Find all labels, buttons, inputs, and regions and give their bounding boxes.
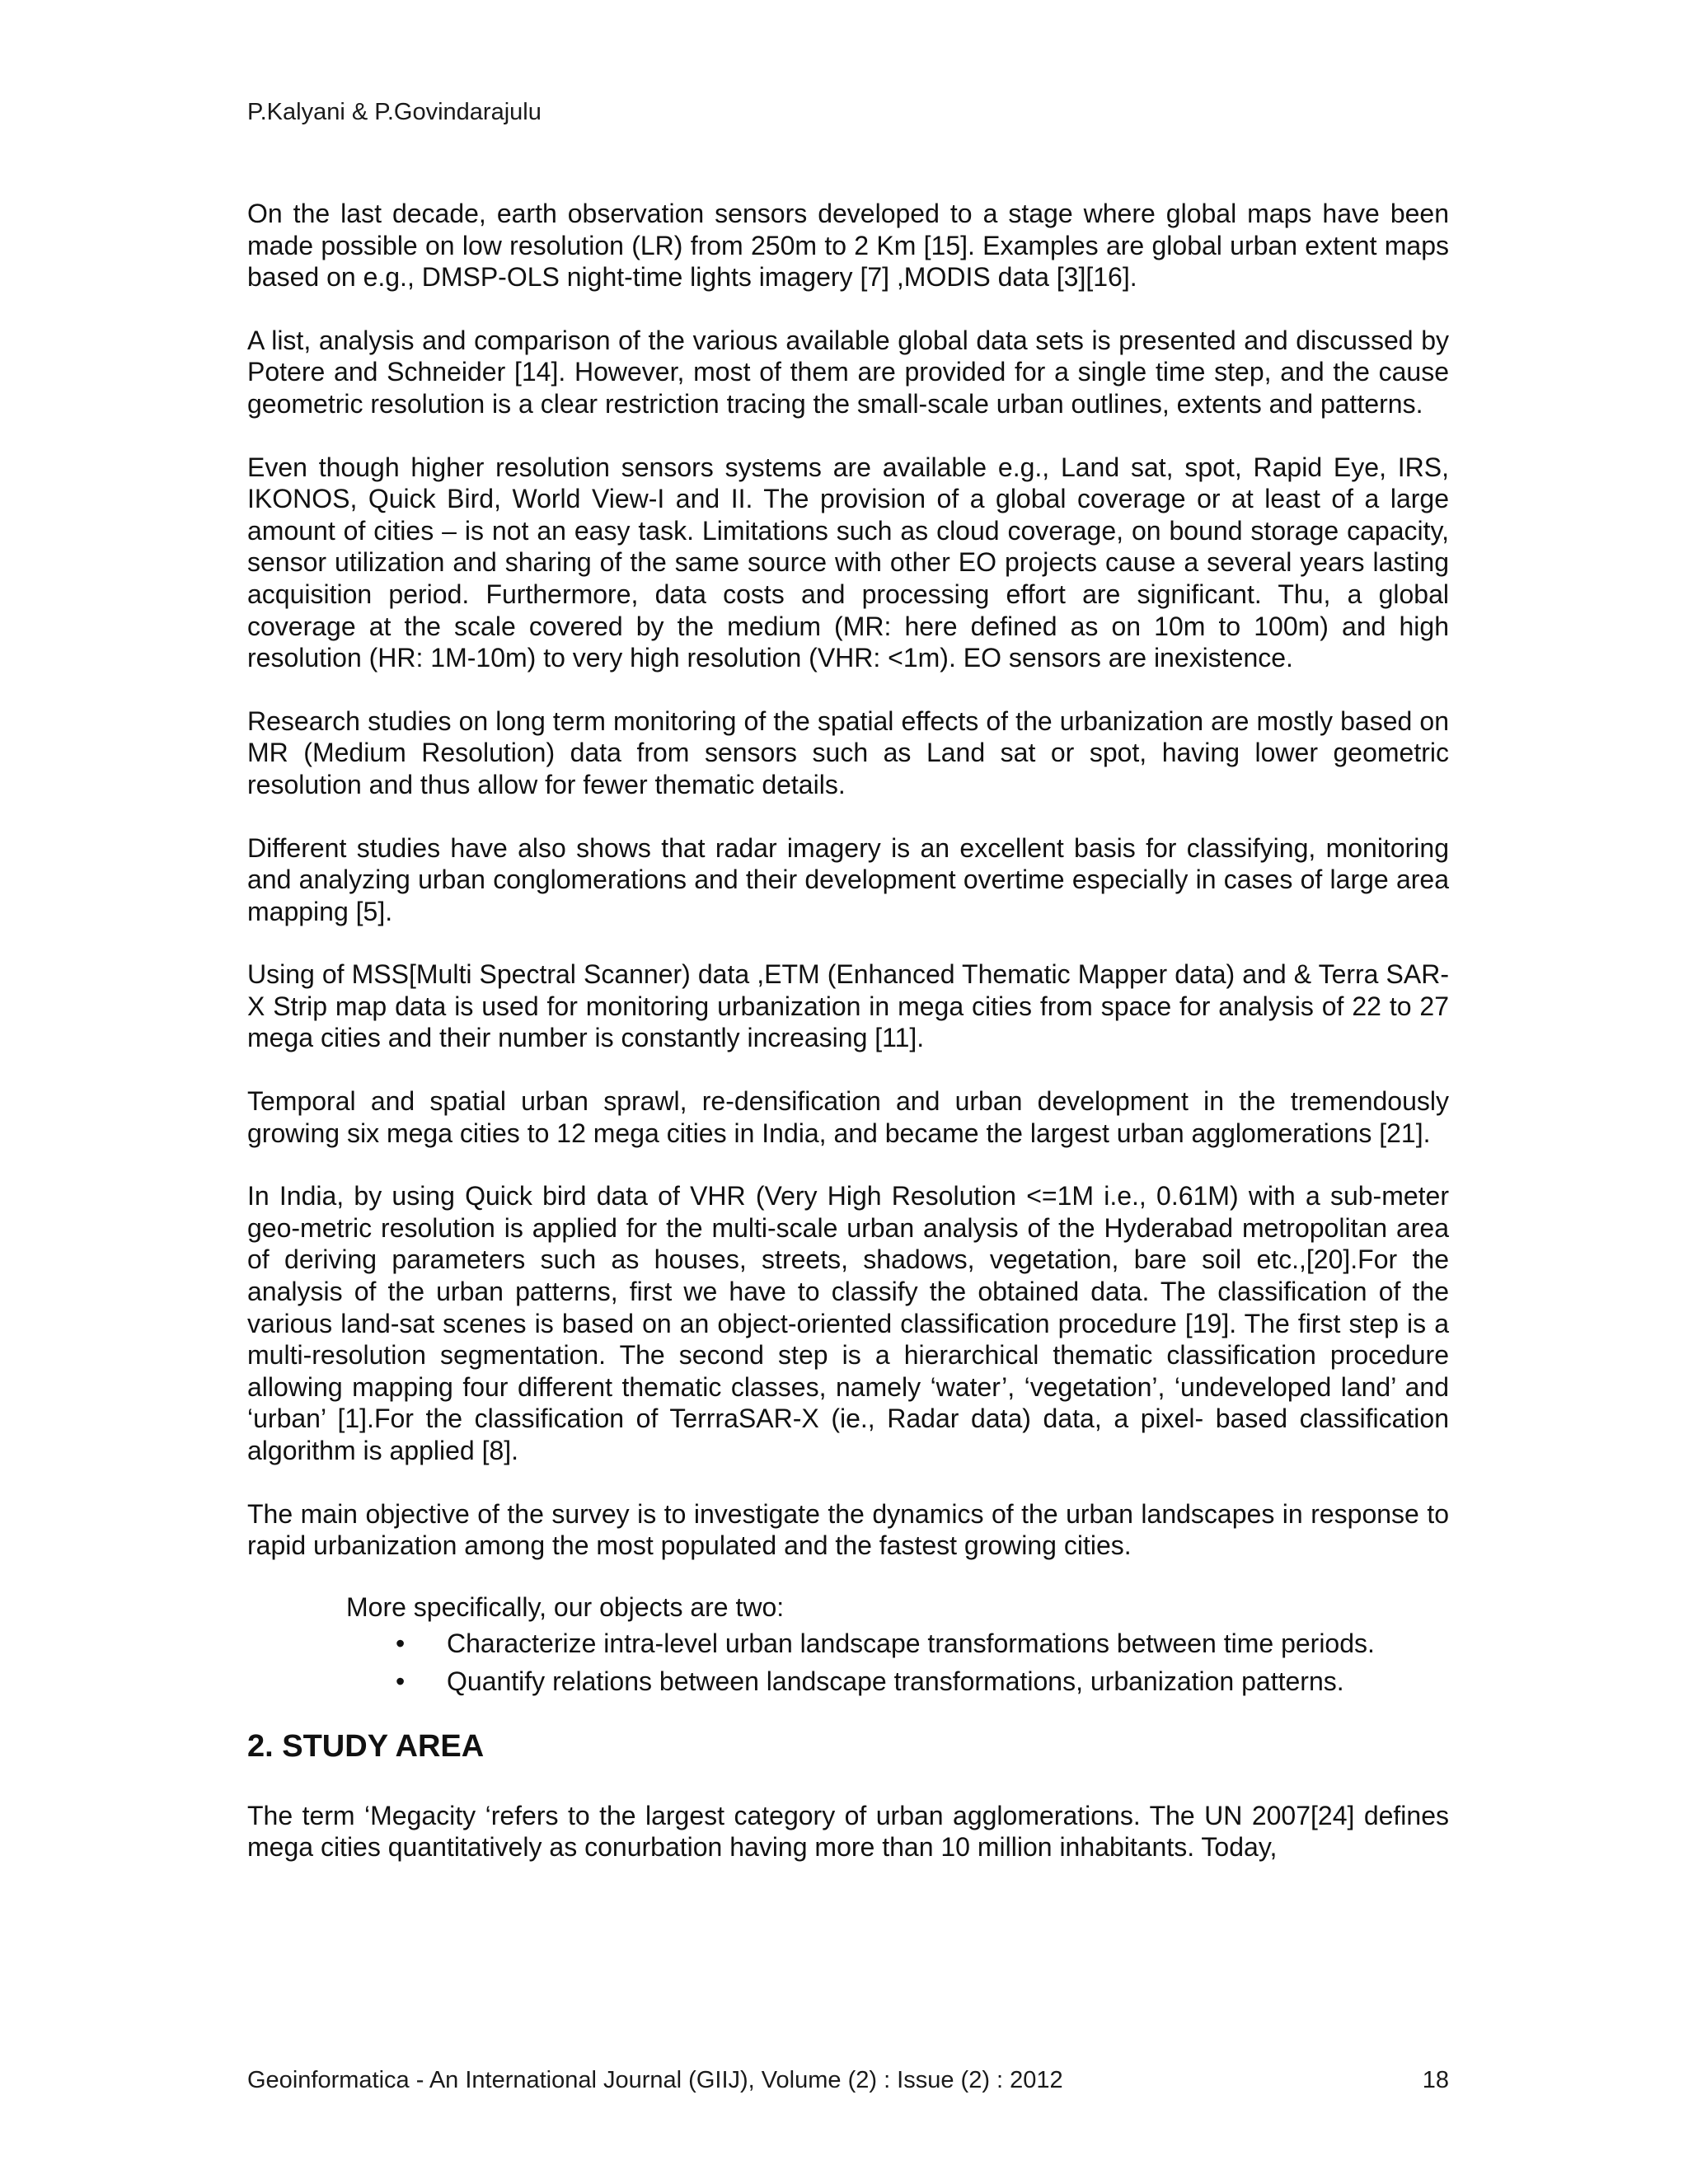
footer-journal-citation: Geoinformatica - An International Journal (GIIJ), Volume (2) : Issue (2) : 2012 xyxy=(247,2067,1063,2093)
paragraph-higher-resolution-sensors: Even though higher resolution sensors systems are available e.g., Land sat, spot, Rapid Eye, IRS, IKONOS, Quick Bird, World View-I and II. The provision of a global coverage or at least of a large amount of cities – is not an easy task. Limitations such as cloud coverage, on bound storage capacity, sensor utilization and sharing of the same source with other EO projects cause a several years lasting acquisition period. Furthermore, data costs and processing effort are significant. Thu, a global coverage at the scale covered by the medium (MR: here defined as on 10m to 100m) and high resolution (HR: 1M-10m) to very high resolution (VHR: <1m). EO sensors are inexistence. xyxy=(247,452,1449,673)
list-item xyxy=(247,1628,1449,1660)
list-item xyxy=(247,1666,1449,1698)
bullet-icon: • xyxy=(396,1629,406,1659)
running-header-authors: P.Kalyani & P.Govindarajulu xyxy=(247,99,542,125)
paragraph-survey-objective: The main objective of the survey is to investigate the dynamics of the urban landscapes in response to rapid urbanization among the most populated and the fastest growing cities. xyxy=(247,1498,1449,1561)
page-number: 18 xyxy=(1422,2067,1449,2093)
section-heading-study-area: 2. STUDY AREA xyxy=(247,1728,485,1764)
objectives-list xyxy=(247,1628,1449,1697)
paragraph-mss-etm-data: Using of MSS[Multi Spectral Scanner) data ,ETM (Enhanced Thematic Mapper data) and & Terra SAR-X Strip map data is used for monitoring urbanization in mega cities from space for analysis of 22 to 27 mega cities and their number is constantly increasing [11]. xyxy=(247,959,1449,1053)
paragraph-global-data-sets: A list, analysis and comparison of the various available global data sets is presented and discussed by Potere and Schneider [14]. However, most of them are provided for a single time step, and the cause geometric resolution is a clear restriction tracing the small-scale urban outlines, extents and patterns. xyxy=(247,325,1449,419)
paragraph-earth-observation: On the last decade, earth observation sensors developed to a stage where global maps have been made possible on low resolution (LR) from 250m to 2 Km [15]. Examples are global urban extent maps based on e.g., DMSP-OLS night-time lights imagery [7] ,MODIS data [3][16]. xyxy=(247,199,1449,293)
paragraph-quick-bird-hyderabad: In India, by using Quick bird data of VHR (Very High Resolution <=1M i.e., 0.61M) with a sub-meter geo-metric resolution is applied for the multi-scale urban analysis of the Hyderabad metropolitan area of deriving parameters such as houses, streets, shadows, vegetation, bare soil etc.,[20].For the analysis of the urban patterns, first we have to classify the obtained data. The classification of the various land-sat scenes is based on an object-oriented classification procedure [19]. The first step is a multi-resolution segmentation. The second step is a hierarchical thematic classification procedure allowing mapping four different thematic classes, namely ‘water’, ‘vegetation’, ‘undeveloped land’ and ‘urban’ [1].For the classification of TerrraSAR-X (ie., Radar data) data, a pixel- based classification algorithm is applied [8]. xyxy=(247,1181,1449,1465)
body-text xyxy=(247,198,1449,1895)
paragraph-long-term-monitoring: Research studies on long term monitoring of the spatial effects of the urbanization are mostly based on MR (Medium Resolution) data from sensors such as Land sat or spot, having lower geometric resolution and thus allow for fewer thematic details. xyxy=(247,705,1449,799)
list-item-text: Characterize intra-level urban landscape transformations between time periods. xyxy=(447,1629,1375,1659)
objectives-intro: More specifically, our objects are two: xyxy=(346,1591,785,1622)
paragraph-urban-sprawl-india: Temporal and spatial urban sprawl, re-densification and urban development in the tremendously growing six mega cities to 12 mega cities in India, and became the largest urban agglomerations [21]. xyxy=(247,1086,1449,1148)
bullet-icon: • xyxy=(396,1666,406,1696)
list-item-text: Quantify relations between landscape transformations, urbanization patterns. xyxy=(447,1666,1344,1696)
paragraph-radar-imagery: Different studies have also shows that radar imagery is an excellent basis for classifying, monitoring and analyzing urban conglomerations and their development overtime especially in cases of large area mapping [5]. xyxy=(247,832,1449,926)
paragraph-megacity-definition: The term ‘Megacity ‘refers to the largest category of urban agglomerations. The UN 2007[24] defines mega cities quantitatively as conurbation having more than 10 million inhabitants. Today, xyxy=(247,1800,1449,1863)
